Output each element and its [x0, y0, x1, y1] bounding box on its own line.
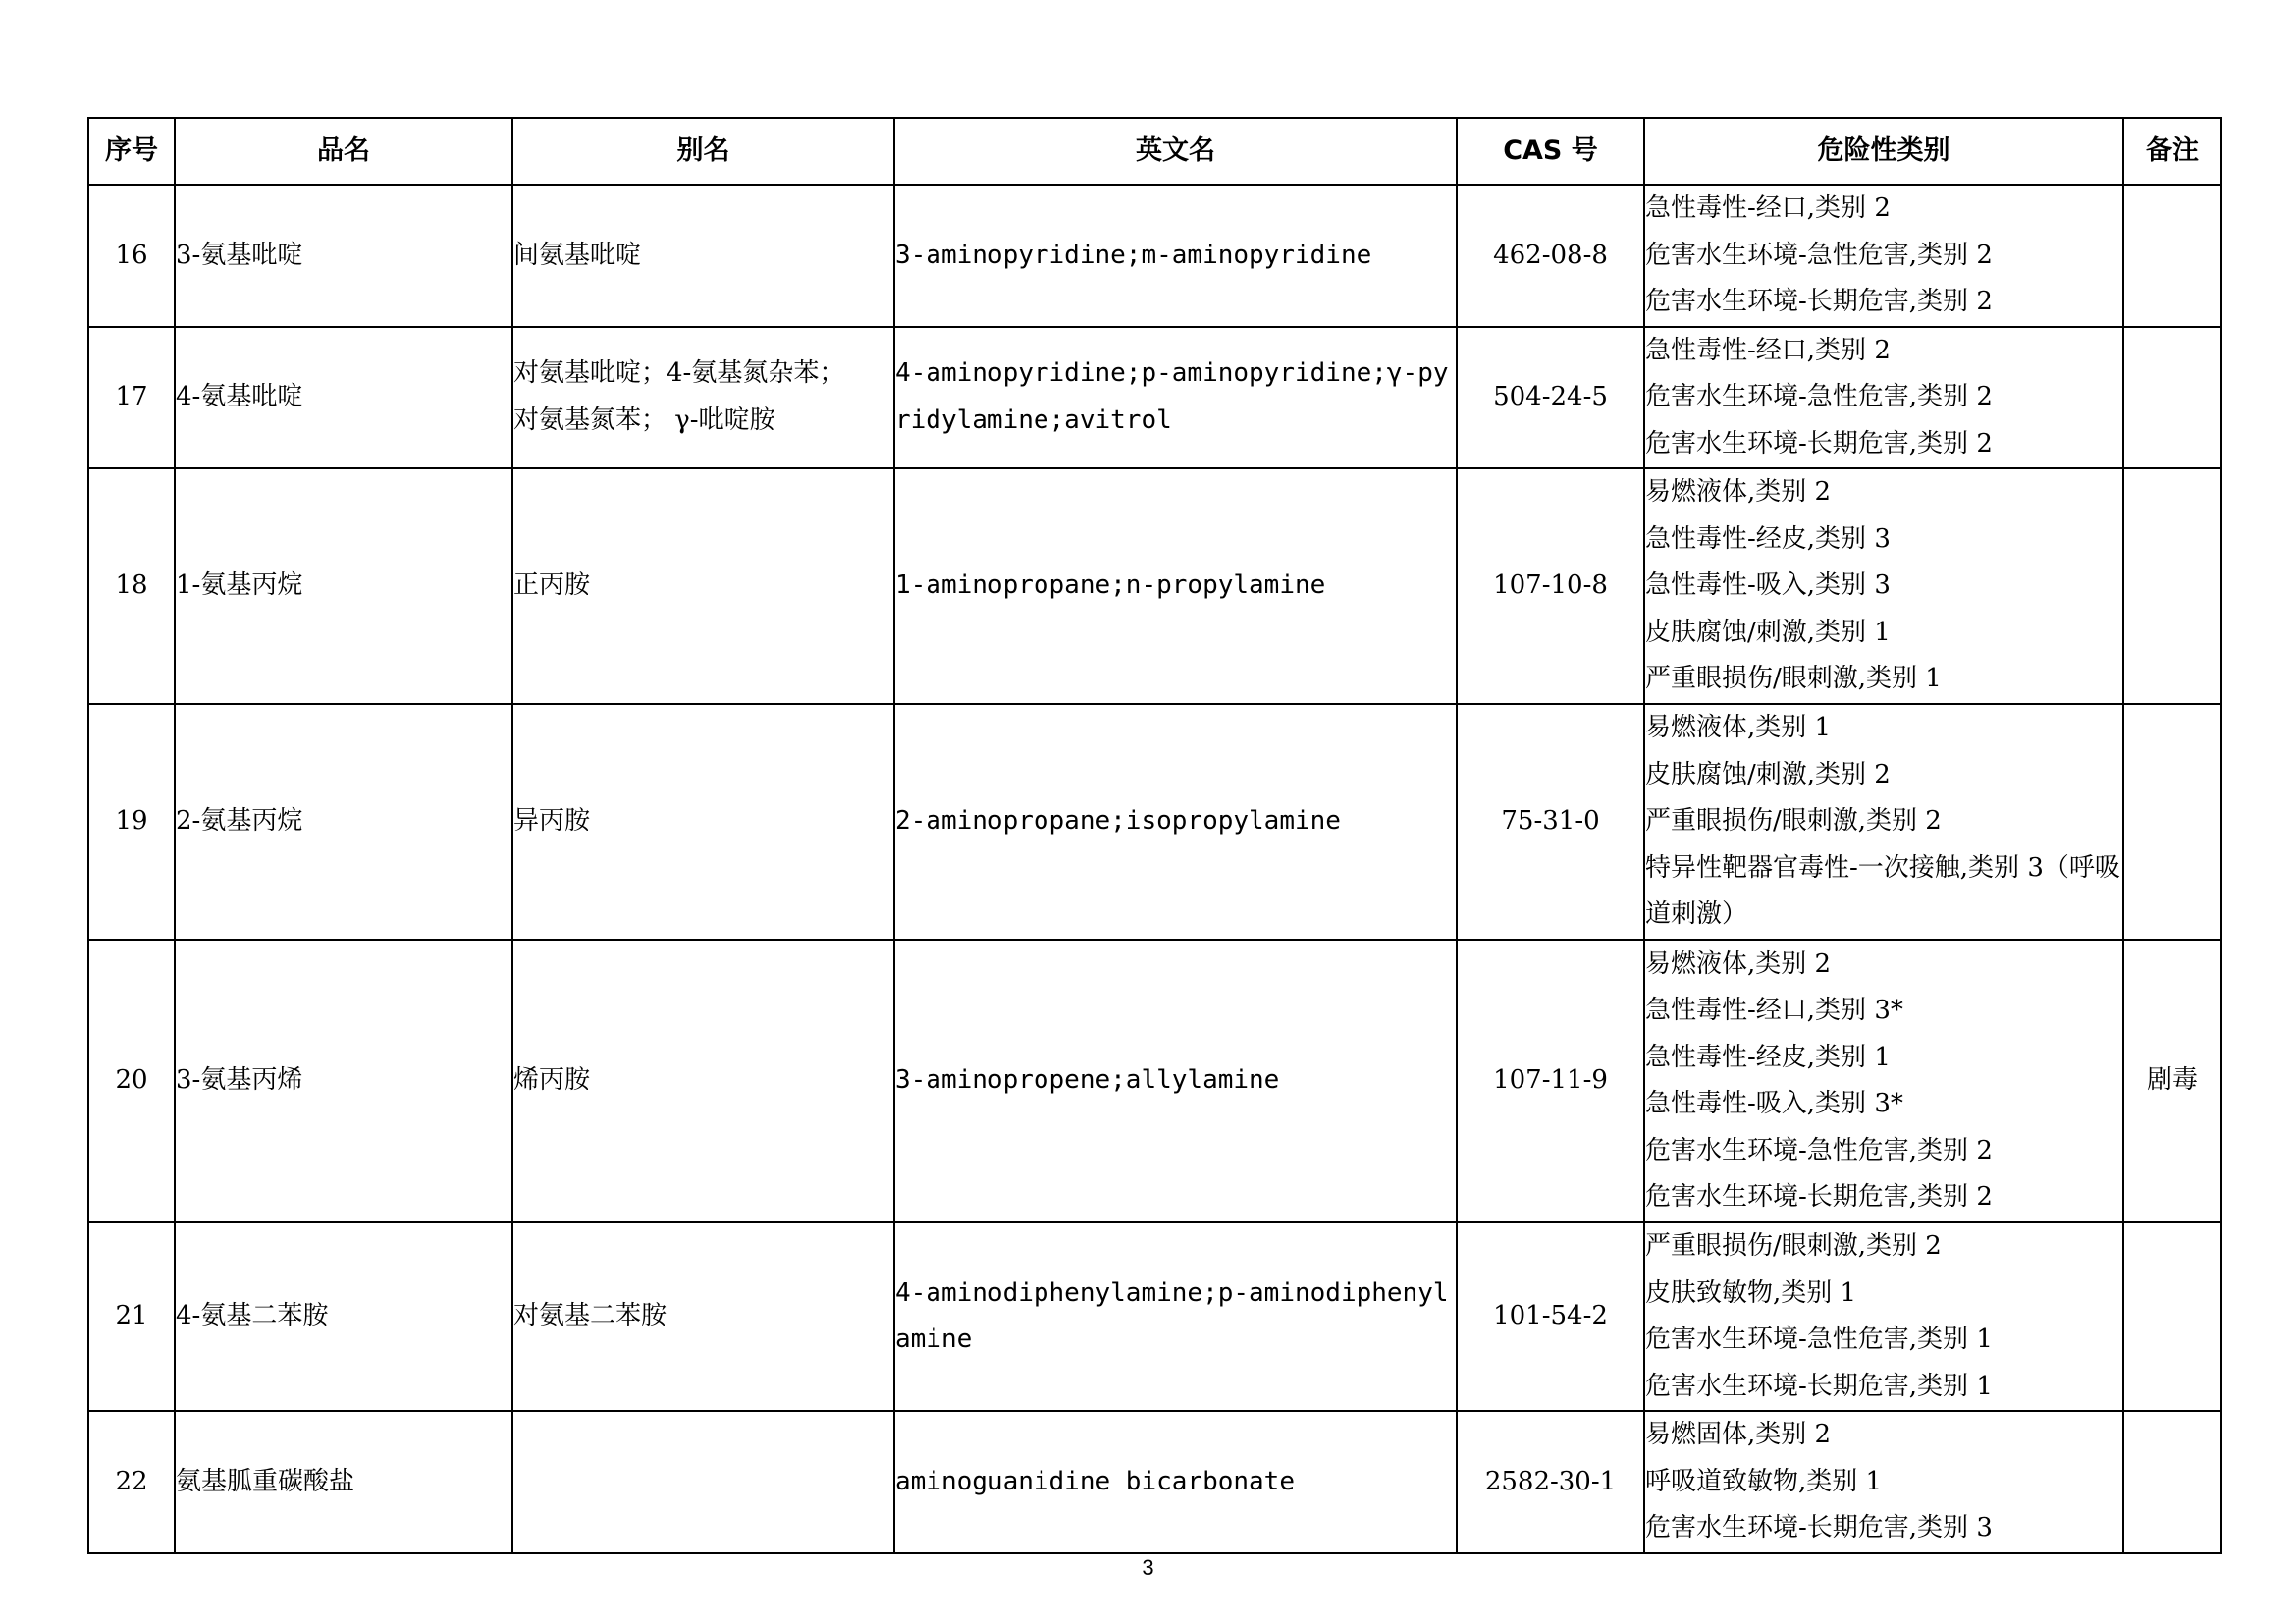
cell-note: 剧毒 [2123, 940, 2221, 1222]
cell-english-name: 3-aminopropene;allylamine [894, 940, 1457, 1222]
cell-cas-number: 504-24-5 [1457, 327, 1644, 469]
alias-line: 烯丙胺 [513, 1065, 591, 1096]
hazard-line: 易燃液体,类别 2 [1645, 477, 1832, 508]
hazard-line: 易燃固体,类别 2 [1645, 1420, 1832, 1449]
hazard-line: 易燃液体,类别 1 [1645, 713, 1832, 743]
alias-line: 异丙胺 [513, 806, 591, 837]
alias-line: 正丙胺 [513, 570, 591, 601]
cell-note [2123, 704, 2221, 940]
cell-hazard-class [1644, 1411, 2123, 1553]
cell-hazard-class [1644, 1222, 2123, 1411]
header-alias: 别名 [512, 118, 894, 185]
header-name: 品名 [175, 118, 512, 185]
cell-note [2123, 1411, 2221, 1553]
cell-hazard-class [1644, 940, 2123, 1222]
cell-no: 20 [88, 940, 175, 1222]
cell-name: 氨基胍重碳酸盐 [175, 1411, 512, 1553]
cell-no: 16 [88, 185, 175, 327]
hazard-line: 特异性靶器官毒性-一次接触,类别 3（呼吸道刺激） [1645, 852, 2120, 930]
cell-no: 21 [88, 1222, 175, 1411]
hazard-line: 易燃液体,类别 2 [1645, 948, 1832, 979]
alias-line: 间氨基吡啶 [513, 240, 642, 270]
hazard-line: 严重眼损伤/眼刺激,类别 2 [1645, 1231, 1942, 1261]
alias-line: 对氨基氮苯； γ-吡啶胺 [513, 405, 775, 435]
header-english-name: 英文名 [894, 118, 1457, 185]
hazard-line: 危害水生环境-急性危害,类别 1 [1645, 1325, 1993, 1354]
hazard-line: 危害水生环境-长期危害,类别 2 [1645, 1182, 1993, 1212]
alias-line: 对氨基吡啶；4-氨基氮杂苯； [513, 358, 845, 389]
table-row [88, 185, 2221, 327]
hazard-line: 严重眼损伤/眼刺激,类别 1 [1645, 664, 1942, 694]
cell-no: 22 [88, 1411, 175, 1553]
hazard-line: 危害水生环境-急性危害,类别 2 [1645, 1135, 1993, 1165]
header-cas-number: CAS 号 [1457, 118, 1644, 185]
cell-english-name: 1-aminopropane;n-propylamine [894, 468, 1457, 704]
hazard-line: 严重眼损伤/眼刺激,类别 2 [1645, 806, 1942, 837]
cell-english-name: aminoguanidine bicarbonate [894, 1411, 1457, 1553]
page-number: 3 [1142, 1555, 1154, 1580]
cell-english-name: 4-aminopyridine;p-aminopyridine;γ-pyridylamine;avitrol [894, 327, 1457, 469]
table-row [88, 327, 2221, 469]
hazard-line: 急性毒性-经皮,类别 1 [1645, 1042, 1891, 1072]
cell-alias [512, 185, 894, 327]
cell-no: 17 [88, 327, 175, 469]
hazard-line: 急性毒性-经口,类别 3* [1645, 996, 1903, 1025]
cell-cas-number: 2582-30-1 [1457, 1411, 1644, 1553]
header-row [88, 118, 2221, 185]
table-row [88, 1222, 2221, 1411]
cell-cas-number: 462-08-8 [1457, 185, 1644, 327]
cell-alias [512, 704, 894, 940]
cell-hazard-class [1644, 704, 2123, 940]
cell-name: 3-氨基丙烯 [175, 940, 512, 1222]
table-row [88, 940, 2221, 1222]
hazard-line: 呼吸道致敏物,类别 1 [1645, 1466, 1883, 1496]
cell-no: 19 [88, 704, 175, 940]
cell-note [2123, 1222, 2221, 1411]
hazard-line: 危害水生环境-急性危害,类别 2 [1645, 382, 1993, 411]
table-body [88, 185, 2221, 1553]
cell-alias [512, 1222, 894, 1411]
cell-cas-number: 107-10-8 [1457, 468, 1644, 704]
cell-alias [512, 327, 894, 469]
hazard-line: 皮肤致敏物,类别 1 [1645, 1277, 1857, 1308]
hazard-line: 危害水生环境-长期危害,类别 2 [1645, 428, 1993, 459]
cell-cas-number: 107-11-9 [1457, 940, 1644, 1222]
cell-hazard-class [1644, 327, 2123, 469]
cell-hazard-class [1644, 185, 2123, 327]
cell-no: 18 [88, 468, 175, 704]
header-hazard-class: 危险性类别 [1644, 118, 2123, 185]
cell-note [2123, 185, 2221, 327]
cell-name: 3-氨基吡啶 [175, 185, 512, 327]
table-header [88, 118, 2221, 185]
cell-name: 1-氨基丙烷 [175, 468, 512, 704]
hazardous-chemicals-table [87, 117, 2222, 1554]
hazard-line: 危害水生环境-长期危害,类别 1 [1645, 1371, 1993, 1401]
cell-note [2123, 327, 2221, 469]
table-row [88, 704, 2221, 940]
hazard-line: 急性毒性-经口,类别 2 [1645, 335, 1891, 365]
hazard-line: 危害水生环境-急性危害,类别 2 [1645, 240, 1993, 270]
header-note: 备注 [2123, 118, 2221, 185]
hazard-line: 皮肤腐蚀/刺激,类别 1 [1645, 617, 1891, 647]
hazard-line: 皮肤腐蚀/刺激,类别 2 [1645, 759, 1891, 789]
table-row [88, 1411, 2221, 1553]
hazard-line: 急性毒性-经皮,类别 3 [1645, 523, 1891, 554]
cell-alias [512, 940, 894, 1222]
cell-cas-number: 75-31-0 [1457, 704, 1644, 940]
hazard-line: 急性毒性-吸入,类别 3 [1645, 570, 1891, 601]
cell-english-name: 2-aminopropane;isopropylamine [894, 704, 1457, 940]
cell-english-name: 3-aminopyridine;m-aminopyridine [894, 185, 1457, 327]
hazard-line: 危害水生环境-长期危害,类别 3 [1645, 1513, 1993, 1543]
cell-alias [512, 468, 894, 704]
hazard-line: 急性毒性-经口,类别 2 [1645, 193, 1891, 223]
hazard-line: 危害水生环境-长期危害,类别 2 [1645, 287, 1993, 316]
cell-name: 4-氨基二苯胺 [175, 1222, 512, 1411]
cell-note [2123, 468, 2221, 704]
hazard-line: 急性毒性-吸入,类别 3* [1645, 1089, 1903, 1118]
table-row [88, 468, 2221, 704]
cell-english-name: 4-aminodiphenylamine;p-aminodiphenylamine [894, 1222, 1457, 1411]
header-no: 序号 [88, 118, 175, 185]
alias-line: 对氨基二苯胺 [513, 1301, 667, 1331]
cell-cas-number: 101-54-2 [1457, 1222, 1644, 1411]
cell-alias [512, 1411, 894, 1553]
cell-hazard-class [1644, 468, 2123, 704]
cell-name: 4-氨基吡啶 [175, 327, 512, 469]
cell-name: 2-氨基丙烷 [175, 704, 512, 940]
